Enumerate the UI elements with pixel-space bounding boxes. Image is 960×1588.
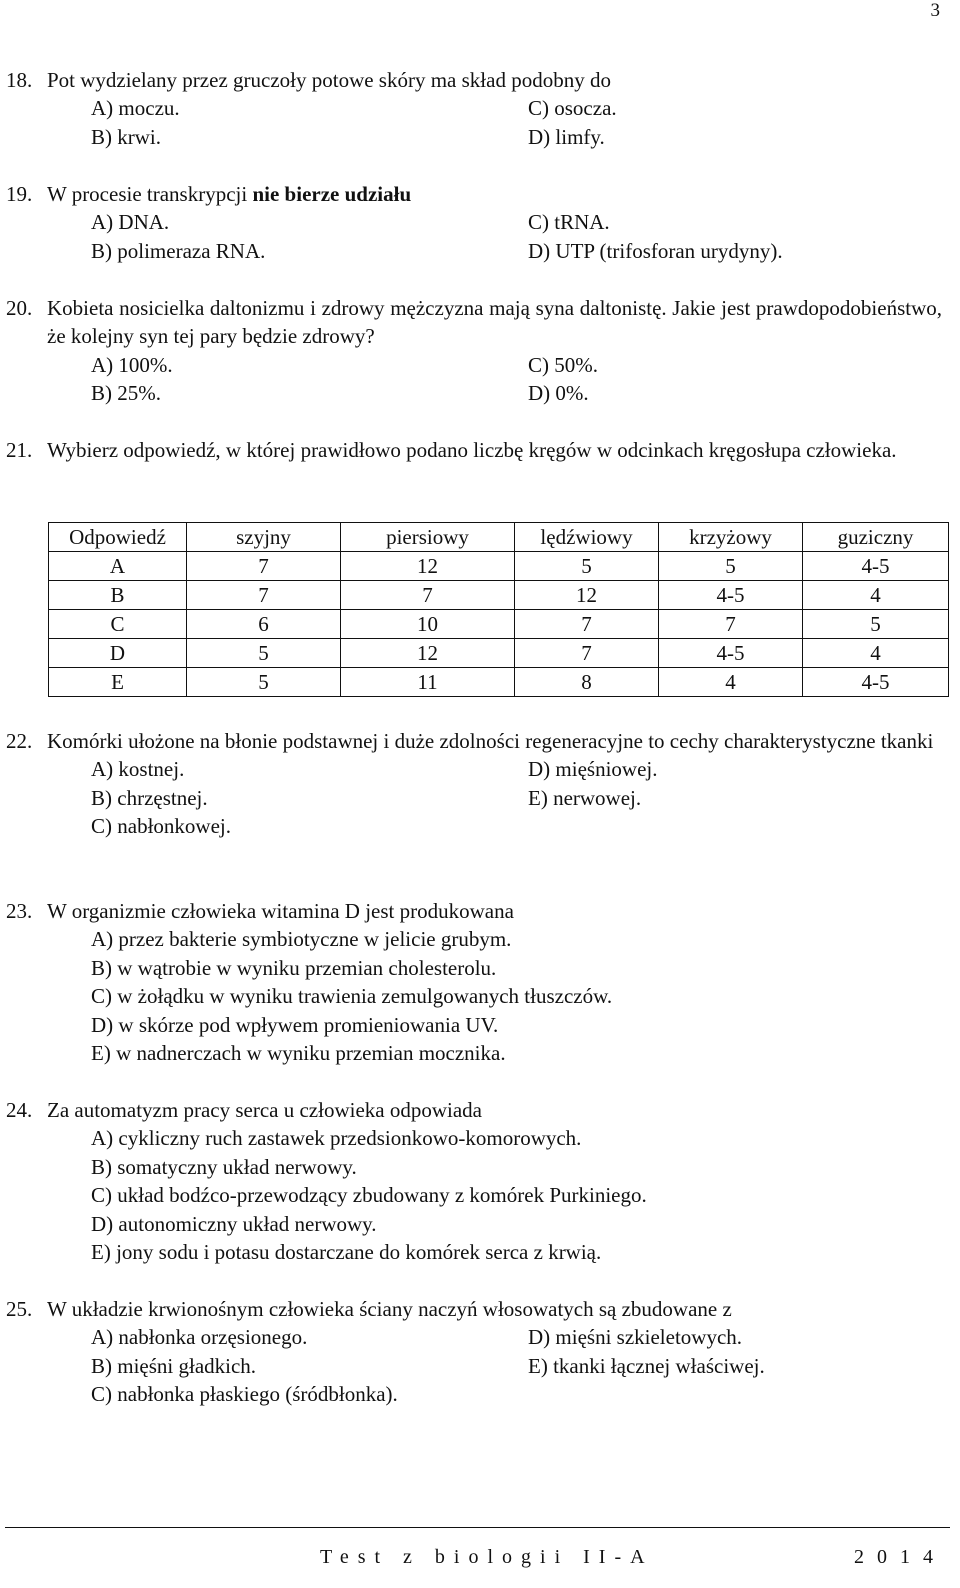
question-21 bbox=[6, 436, 942, 464]
footer-title: Test z biologii II-A bbox=[320, 1546, 654, 1568]
table-cell: 6 bbox=[187, 610, 341, 639]
question-20 bbox=[6, 294, 942, 408]
question-text: Wybierz odpowiedź, w której prawidłowo podano liczbę kręgów w odcinkach kręgosłupa człowieka. bbox=[47, 438, 897, 462]
option-a: A) nabłonka orzęsionego. bbox=[91, 1325, 308, 1350]
table-cell: E bbox=[49, 668, 187, 697]
table-cell: 7 bbox=[341, 581, 515, 610]
option-d: D) autonomiczny układ nerwowy. bbox=[91, 1211, 377, 1236]
table-cell: 4-5 bbox=[803, 552, 949, 581]
table-row bbox=[49, 552, 949, 581]
page-number: 3 bbox=[930, 0, 940, 21]
question-text: W układzie krwionośnym człowieka ściany naczyń włosowatych są zbudowane z bbox=[47, 1297, 732, 1321]
table-cell: 7 bbox=[515, 610, 659, 639]
option-a: A) 100%. bbox=[91, 352, 173, 377]
option-b: B) 25%. bbox=[91, 381, 161, 406]
question-text: Kobieta nosicielka daltonizmu i zdrowy mężczyzna mają syna daltonistę. Jakie jest prawdopodobieństwo, że kolejny syn tej pary będzie zdrowy? bbox=[47, 296, 942, 349]
option-e: E) tkanki łącznej właściwej. bbox=[528, 1353, 765, 1378]
option-d: D) 0%. bbox=[528, 381, 589, 406]
option-e: E) nerwowej. bbox=[528, 785, 642, 810]
question-number: 24. bbox=[6, 1098, 33, 1122]
option-e: E) jony sodu i potasu dostarczane do komórek serca z krwią. bbox=[91, 1240, 602, 1265]
table-cell: 4-5 bbox=[659, 581, 803, 610]
table-cell: 12 bbox=[341, 639, 515, 668]
option-d: D) limfy. bbox=[528, 124, 605, 149]
option-c: C) 50%. bbox=[528, 352, 598, 377]
question-19 bbox=[6, 180, 942, 265]
option-e: E) w nadnerczach w wyniku przemian mocznika. bbox=[91, 1041, 506, 1066]
table-cell: 10 bbox=[341, 610, 515, 639]
option-b: B) somatyczny układ nerwowy. bbox=[91, 1154, 357, 1179]
option-b: B) krwi. bbox=[91, 124, 161, 149]
vertebrae-table bbox=[48, 522, 949, 697]
option-c: C) układ bodźco-przewodzący zbudowany z komórek Purkiniego. bbox=[91, 1183, 647, 1208]
question-number: 25. bbox=[6, 1297, 33, 1321]
option-d: D) w skórze pod wpływem promieniowania UV. bbox=[91, 1012, 499, 1037]
question-24 bbox=[6, 1096, 942, 1266]
option-b: B) chrzęstnej. bbox=[91, 785, 208, 810]
option-b: B) w wątrobie w wyniku przemian cholesterolu. bbox=[91, 955, 497, 980]
option-a: A) DNA. bbox=[91, 210, 170, 235]
question-number: 20. bbox=[6, 296, 33, 320]
question-18 bbox=[6, 66, 942, 151]
table-row bbox=[49, 639, 949, 668]
question-number: 18. bbox=[6, 68, 33, 92]
question-text: Pot wydzielany przez gruczoły potowe skóry ma skład podobny do bbox=[47, 68, 611, 92]
table-cell: 5 bbox=[187, 639, 341, 668]
table-cell: C bbox=[49, 610, 187, 639]
table-cell: 7 bbox=[659, 610, 803, 639]
table-cell: B bbox=[49, 581, 187, 610]
table-cell: 7 bbox=[187, 552, 341, 581]
question-number: 21. bbox=[6, 438, 33, 462]
option-a: A) moczu. bbox=[91, 96, 180, 121]
question-number: 23. bbox=[6, 899, 33, 923]
table-cell: 5 bbox=[187, 668, 341, 697]
question-text: Komórki ułożone na błonie podstawnej i duże zdolności regeneracyjne to cechy charakterystyczne tkanki bbox=[47, 729, 934, 753]
option-c: C) osocza. bbox=[528, 96, 617, 121]
question-text: W organizmie człowieka witamina D jest produkowana bbox=[47, 899, 514, 923]
option-a: A) przez bakterie symbiotyczne w jelicie grubym. bbox=[91, 927, 512, 952]
question-text: W procesie transkrypcji bbox=[47, 182, 253, 206]
table-header: szyjny bbox=[187, 523, 341, 552]
option-c: C) w żołądku w wyniku trawienia zemulgowanych tłuszczów. bbox=[91, 984, 613, 1009]
table-row bbox=[49, 581, 949, 610]
option-c: C) nabłonka płaskiego (śródbłonka). bbox=[91, 1382, 398, 1407]
table-header: guziczny bbox=[803, 523, 949, 552]
question-23 bbox=[6, 897, 942, 1067]
table-header: piersiowy bbox=[341, 523, 515, 552]
table-cell: 5 bbox=[659, 552, 803, 581]
table-cell: 11 bbox=[341, 668, 515, 697]
question-text-emphasis: nie bierze udziału bbox=[252, 182, 412, 206]
question-text: Za automatyzm pracy serca u człowieka odpowiada bbox=[47, 1098, 482, 1122]
table-cell: A bbox=[49, 552, 187, 581]
table-cell: 4-5 bbox=[803, 668, 949, 697]
option-b: B) mięśni gładkich. bbox=[91, 1353, 257, 1378]
table-cell: 5 bbox=[515, 552, 659, 581]
question-25 bbox=[6, 1295, 942, 1409]
table-cell: 4 bbox=[803, 639, 949, 668]
table-row bbox=[49, 668, 949, 697]
option-c: C) tRNA. bbox=[528, 210, 610, 235]
question-number: 22. bbox=[6, 729, 33, 753]
question-22 bbox=[6, 727, 942, 841]
option-c: C) nabłonkowej. bbox=[91, 814, 231, 839]
table-header-row bbox=[49, 523, 949, 552]
option-d: D) UTP (trifosforan urydyny). bbox=[528, 238, 783, 263]
table-row bbox=[49, 610, 949, 639]
table-cell: D bbox=[49, 639, 187, 668]
table-header: krzyżowy bbox=[659, 523, 803, 552]
option-d: D) mięśni szkieletowych. bbox=[528, 1325, 743, 1350]
question-number: 19. bbox=[6, 182, 33, 206]
option-a: A) kostnej. bbox=[91, 757, 185, 782]
option-d: D) mięśniowej. bbox=[528, 757, 658, 782]
table-cell: 4-5 bbox=[659, 639, 803, 668]
table-cell: 4 bbox=[803, 581, 949, 610]
table-cell: 12 bbox=[515, 581, 659, 610]
table-cell: 7 bbox=[187, 581, 341, 610]
footer-year: 2014 bbox=[854, 1546, 946, 1568]
table-cell: 4 bbox=[659, 668, 803, 697]
option-b: B) polimeraza RNA. bbox=[91, 238, 266, 263]
table-cell: 7 bbox=[515, 639, 659, 668]
footer-divider bbox=[5, 1527, 950, 1528]
option-a: A) cykliczny ruch zastawek przedsionkowo-komorowych. bbox=[91, 1126, 582, 1151]
table-cell: 5 bbox=[803, 610, 949, 639]
table-cell: 8 bbox=[515, 668, 659, 697]
table-cell: 12 bbox=[341, 552, 515, 581]
table-header: Odpowiedź bbox=[49, 523, 187, 552]
table-header: lędźwiowy bbox=[515, 523, 659, 552]
